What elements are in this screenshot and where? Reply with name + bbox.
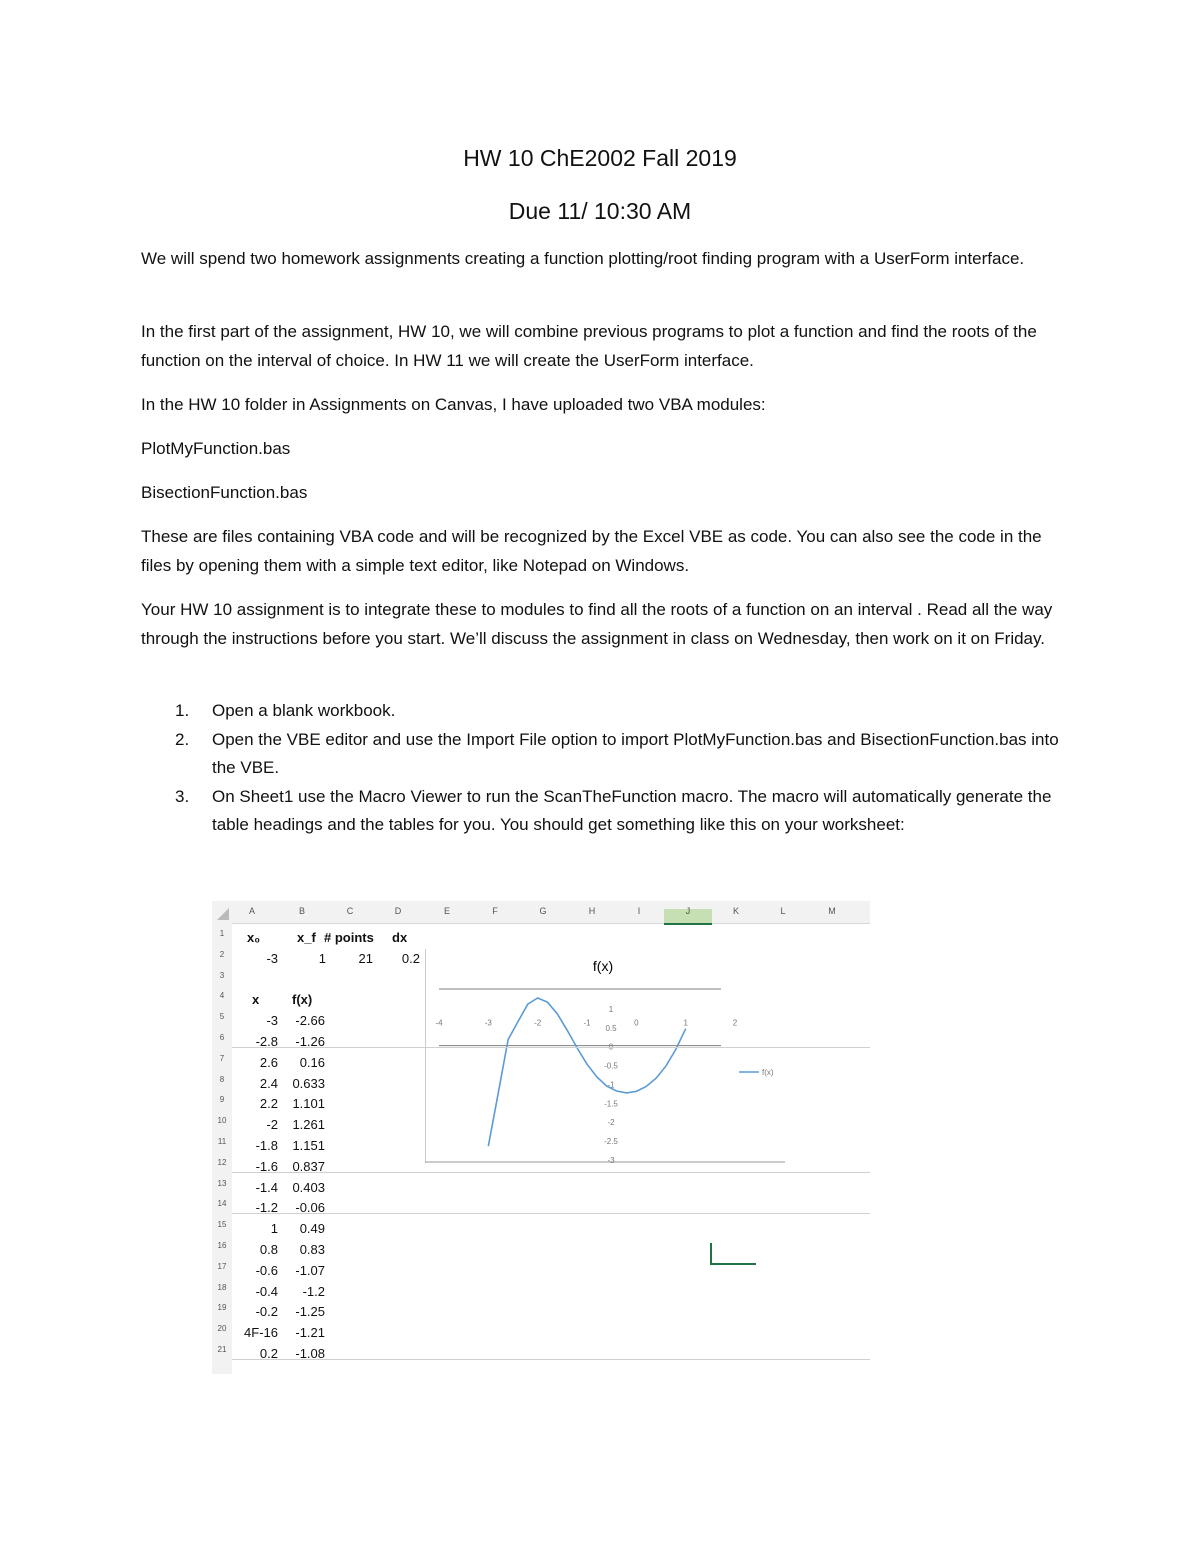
y-tick-label: -2.5 xyxy=(604,1137,618,1147)
row-header-7[interactable]: 7 xyxy=(219,1053,225,1063)
row-header-6[interactable]: 6 xyxy=(219,1033,225,1042)
x-value-cell[interactable]: 1 xyxy=(270,1221,278,1237)
row-gridline xyxy=(232,1047,870,1048)
fx-value-cell[interactable]: 0.403 xyxy=(292,1179,325,1195)
fx-value-cell[interactable]: 1.261 xyxy=(292,1117,325,1133)
row-header-20[interactable]: 20 xyxy=(217,1324,227,1334)
column-header-c[interactable]: C xyxy=(346,906,354,916)
x-tick-label: -1 xyxy=(583,1018,591,1028)
x-value-cell[interactable]: -0.6 xyxy=(255,1262,278,1278)
x-value-cell[interactable]: -0.2 xyxy=(255,1304,278,1320)
fx-value-cell[interactable]: -1.26 xyxy=(295,1034,325,1049)
row-header-13[interactable]: 13 xyxy=(217,1178,227,1188)
y-tick-label: 0.5 xyxy=(605,1023,617,1033)
fx-value-cell[interactable]: -1.08 xyxy=(295,1346,325,1361)
x-value-cell[interactable]: 0.2 xyxy=(259,1346,278,1361)
row-header-8[interactable]: 8 xyxy=(219,1074,225,1084)
row-header-12[interactable]: 12 xyxy=(217,1157,227,1167)
param-header-cell[interactable]: dx xyxy=(392,930,408,945)
worksheet-screenshot xyxy=(212,901,870,1374)
y-tick-label: -3 xyxy=(607,1156,615,1163)
column-header-d[interactable]: D xyxy=(394,906,402,916)
x-value-cell[interactable]: -3 xyxy=(266,1013,278,1029)
fx-value-cell[interactable]: -1.25 xyxy=(295,1304,325,1320)
y-tick-label: 1 xyxy=(608,1004,614,1014)
step-text: On Sheet1 use the Macro Viewer to run the ScanTheFunction macro. The macro will automatically generate the table headings and the tables for you. You should get something like this on your worksheet: xyxy=(212,786,1052,834)
step-item xyxy=(141,697,1061,726)
x-tick-label: -4 xyxy=(435,1018,443,1028)
row-header-1[interactable]: 1 xyxy=(219,929,225,938)
fx-value-cell[interactable]: -1.21 xyxy=(295,1325,325,1341)
row-header-21[interactable]: 21 xyxy=(217,1345,227,1354)
x-value-cell[interactable]: -1.4 xyxy=(255,1179,278,1195)
x-tick-label: 2 xyxy=(732,1018,738,1028)
step-item xyxy=(141,783,1061,840)
y-tick-label: -1.5 xyxy=(604,1099,618,1109)
x-value-cell[interactable]: -1.8 xyxy=(255,1138,278,1153)
x-value-cell[interactable]: -1.2 xyxy=(255,1200,278,1216)
row-gridline xyxy=(232,1172,870,1173)
vba-files-note: These are files containing VBA code and will be recognized by the Excel VBE as code. You can also see the code in the files by opening them with a simple text editor, like Notepad on Windows. xyxy=(141,527,1042,575)
param-value-cell[interactable]: -3 xyxy=(266,950,278,966)
x-value-cell[interactable]: -2.8 xyxy=(255,1034,278,1049)
select-all-corner xyxy=(217,908,229,920)
x-value-cell[interactable]: 2.2 xyxy=(259,1096,278,1112)
param-value-cell[interactable]: 0.2 xyxy=(401,950,420,966)
param-header-cell[interactable]: x₀ xyxy=(247,930,261,945)
x-tick-label: 1 xyxy=(683,1018,688,1028)
x-value-cell[interactable]: 2.4 xyxy=(259,1075,278,1091)
column-header-j[interactable]: J xyxy=(685,906,691,916)
step-item xyxy=(141,726,1061,783)
column-header-m[interactable]: M xyxy=(828,906,836,916)
fx-value-cell[interactable]: -1.07 xyxy=(295,1262,325,1278)
column-header-f[interactable]: F xyxy=(492,906,498,916)
column-header-g[interactable]: G xyxy=(539,906,547,916)
row-header-19[interactable]: 19 xyxy=(217,1303,227,1313)
param-header-cell[interactable]: x_f xyxy=(297,930,316,945)
row-header-5[interactable]: 5 xyxy=(219,1012,225,1022)
y-tick-label: -2 xyxy=(607,1118,615,1128)
row-header-16[interactable]: 16 xyxy=(217,1241,227,1250)
param-header-cell[interactable]: # points xyxy=(324,930,374,945)
hw10-description: In the first part of the assignment, HW 10, we will combine previous programs to plot a function and find the roots of the function on the interval of choice. In HW 11 we will create the UserForm interface. xyxy=(141,322,1037,370)
column-header-e[interactable]: E xyxy=(443,906,450,916)
module-plotmyfunction: PlotMyFunction.bas xyxy=(141,439,291,458)
fx-value-cell[interactable]: 0.16 xyxy=(299,1054,325,1070)
step-number: 1. xyxy=(175,701,190,720)
step-text: Open a blank workbook. xyxy=(212,701,396,720)
column-header-h[interactable]: H xyxy=(588,906,596,916)
fx-value-cell[interactable]: 0.49 xyxy=(299,1221,325,1237)
chart-area xyxy=(425,949,785,1163)
module-bisectionfunction: BisectionFunction.bas xyxy=(141,483,308,502)
fx-value-cell[interactable]: 0.83 xyxy=(299,1242,325,1257)
fx-value-cell[interactable]: 1.101 xyxy=(292,1096,325,1112)
instruction-steps xyxy=(141,697,1061,840)
column-header-i[interactable]: I xyxy=(637,906,641,916)
intro-paragraph: We will spend two homework assignments creating a function plotting/root finding program with a UserForm interface. xyxy=(141,249,1025,268)
step-number: 2. xyxy=(175,729,190,749)
row-header-2[interactable]: 2 xyxy=(219,949,225,959)
row-header-17[interactable]: 17 xyxy=(217,1261,227,1271)
row-header-9[interactable]: 9 xyxy=(219,1095,225,1105)
column-header-b[interactable]: B xyxy=(298,906,305,916)
table-header-cell[interactable]: x xyxy=(252,992,260,1008)
fx-value-cell[interactable]: -2.66 xyxy=(295,1013,325,1029)
assignment-paragraph: Your HW 10 assignment is to integrate these to modules to find all the roots of a function on an interval . Read all the way through the instructions before you start. We’ll discuss the assignment in class on Wednesday, then work on it on Friday. xyxy=(141,600,1053,648)
row-header-11[interactable]: 11 xyxy=(217,1137,227,1146)
table-header-cell[interactable]: f(x) xyxy=(292,992,313,1008)
fx-value-cell[interactable]: 1.151 xyxy=(292,1138,325,1153)
y-tick-label: -1 xyxy=(607,1080,615,1090)
row-header-15[interactable]: 15 xyxy=(217,1220,227,1230)
x-value-cell[interactable]: -2 xyxy=(266,1117,278,1133)
fx-value-cell[interactable]: -0.06 xyxy=(295,1200,325,1216)
row-header-14[interactable]: 14 xyxy=(217,1199,227,1209)
row-header-10[interactable]: 10 xyxy=(217,1116,227,1126)
document-title: HW 10 ChE2002 Fall 2019 xyxy=(463,145,737,171)
column-header-bar xyxy=(212,901,870,924)
x-value-cell[interactable]: 2.6 xyxy=(259,1054,278,1070)
fx-chart xyxy=(425,949,785,1163)
row-header-3[interactable]: 3 xyxy=(219,970,225,980)
x-value-cell[interactable]: -1.6 xyxy=(255,1158,278,1174)
y-tick-label: -0.5 xyxy=(604,1061,618,1071)
fx-value-cell[interactable]: 0.837 xyxy=(292,1158,325,1174)
row-header-18[interactable]: 18 xyxy=(217,1282,227,1292)
row-gridline xyxy=(232,1359,870,1360)
fx-value-cell[interactable]: -1.2 xyxy=(302,1283,325,1299)
x-value-cell[interactable]: 0.8 xyxy=(259,1242,278,1257)
canvas-note: In the HW 10 folder in Assignments on Canvas, I have uploaded two VBA modules: xyxy=(141,395,766,414)
chart-title: f(x) xyxy=(592,958,614,974)
row-gridline xyxy=(232,1213,870,1214)
step-number: 3. xyxy=(175,786,190,806)
column-header-a[interactable]: A xyxy=(248,906,255,916)
param-value-cell[interactable]: 21 xyxy=(358,950,373,966)
column-header-k[interactable]: K xyxy=(732,906,739,916)
x-value-cell[interactable]: -0.4 xyxy=(255,1283,278,1299)
x-value-cell[interactable]: 4F-16 xyxy=(244,1325,278,1341)
param-value-cell[interactable]: 1 xyxy=(318,950,326,966)
legend-label: f(x) xyxy=(762,1068,774,1077)
x-tick-label: 0 xyxy=(634,1018,639,1028)
active-cell-cursor xyxy=(710,1243,756,1265)
fx-value-cell[interactable]: 0.633 xyxy=(292,1075,325,1091)
due-date: Due 11/ 10:30 AM xyxy=(508,198,692,224)
step-text: Open the VBE editor and use the Import File option to import PlotMyFunction.bas and BisectionFunction.bas into the VBE. xyxy=(212,729,1059,777)
x-tick-label: -2 xyxy=(534,1018,542,1028)
column-header-l[interactable]: L xyxy=(780,906,786,916)
x-tick-label: -3 xyxy=(484,1018,492,1028)
row-header-4[interactable]: 4 xyxy=(219,991,225,1001)
